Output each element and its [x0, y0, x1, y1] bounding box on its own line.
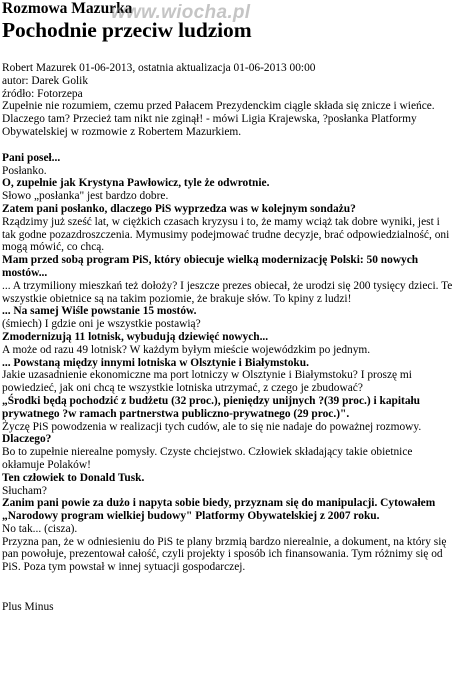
interview-question: ... Powstaną między innymi lotniska w Olsztynie i Białymstoku. — [2, 356, 309, 369]
interview-question: „Środki będą pochodzić z budżetu (32 proc.), pieniędzy unijnych ?(39 proc.) i kapitału prywatnego ?w ramach partnerstwa publiczno-prywatnego (29 proc.)". — [2, 394, 421, 420]
photo-source: źródło: Fotorzepa — [2, 87, 83, 100]
interview-question: Zanim pani powie za dużo i napyta sobie biedy, przyznam się do manipulacji. Cytowałem „Narodowy program wielkiej budowy" Platformy Obywatelskiej z 2007 roku. — [2, 497, 436, 523]
interview-answer: Posłanko. — [2, 164, 47, 177]
interview-answer: Rządzimy już sześć lat, w ciężkich czasach kryzysu i to, że mamy wciąż tak dobre wyniki, jest i tak godne pozazdroszczenia. Mymusimy podejmować trudne decyzje, brać odpowiedzialność, oni mogą mówić, co chcą. — [2, 215, 450, 254]
interview-answer: Przyzna pan, że w odniesieniu do PiS te plany brzmią bardzo nierealnie, a dokument, na który się pan powołuje, prezentował całość, czyli projekty i sposób ich finansowania. Tym różnimy się od PiS. Poza tym powstał w innej sytuacji gospodarczej. — [2, 535, 447, 574]
interview-question: Dlaczego? — [2, 433, 52, 446]
interview-answer: Słowo „posłanka" jest bardzo dobre. — [2, 190, 169, 203]
interview-body — [2, 152, 454, 574]
interview-question: ... Na samej Wiśle powstanie 15 mostów. — [2, 305, 197, 318]
interview-answer: Bo to zupełnie nierealne pomysły. Czyste chciejstwo. Człowiek składający takie obietnice okłamuje Polaków! — [2, 446, 413, 471]
interview-answer: A może od razu 49 lotnisk? W każdym byłym mieście wojewódzkim po jednym. — [2, 343, 371, 356]
interview-answer: (śmiech) I gdzie oni je wszystkie postawią? — [2, 318, 201, 331]
interview-answer: ... A trzymiliony mieszkań też dołoży? I jeszcze prezes obiecał, że urodzi się 200 tysięcy dzieci. Te wszystkie obietnice są na takim poziomie, że brakuje słów. To kpiny z ludzi! — [2, 279, 453, 305]
interview-answer: Słucham? — [2, 484, 47, 497]
article-meta — [2, 62, 454, 100]
interview-question: Zmodernizują 11 lotnisk, wybudują dziewięć nowych... — [2, 330, 269, 343]
interview-question: O, zupełnie jak Krystyna Pawłowicz, tyle że odwrotnie. — [2, 177, 270, 190]
article-footer: Plus Minus — [2, 601, 54, 614]
interview-question: Pani poseł... — [2, 151, 61, 164]
interview-question: Zatem pani posłanko, dlaczego PiS wyprzedza was w kolejnym sondażu? — [2, 202, 356, 215]
article-lead: Zupełnie nie rozumiem, czemu przed Pałacem Prezydenckim ciągle składa się znicze i wieńce. Dlaczego tam? Przecież tam nikt nie zginął! - mówi Ligia Krajewska, ?posłanka Platformy Obywatelskiej w rozmowie z Robertem Mazurkiem. — [2, 100, 435, 138]
byline: Robert Mazurek 01-06-2013, ostatnia aktualizacja 01-06-2013 00:00 — [2, 62, 316, 74]
article-headline: Pochodnie przeciw ludziom — [2, 18, 252, 42]
interview-question: Ten człowiek to Donald Tusk. — [2, 471, 145, 484]
section-title: Rozmowa Mazurka — [2, 0, 133, 17]
interview-answer: Jakie uzasadnienie ekonomiczne ma port lotniczy w Olsztynie i Białymstoku? I proszę mi powiedzieć, jak oni chcą te wszystkie lotniska utrzymać, z czego je zbudować? — [2, 369, 412, 395]
site-watermark: www.wiocha.pl — [111, 2, 251, 23]
interview-question: Mam przed sobą program PiS, który obiecuje wielką modernizację Polski: 50 nowych mostów... — [2, 254, 419, 279]
author: autor: Darek Golik — [2, 74, 89, 87]
interview-answer: No tak... (cisza). — [2, 522, 78, 535]
article-page — [2, 0, 454, 614]
interview-answer: Życzę PiS powodzenia w realizacji tych cudów, ale to się nie nadaje do poważnej rozmowy. — [2, 420, 422, 433]
